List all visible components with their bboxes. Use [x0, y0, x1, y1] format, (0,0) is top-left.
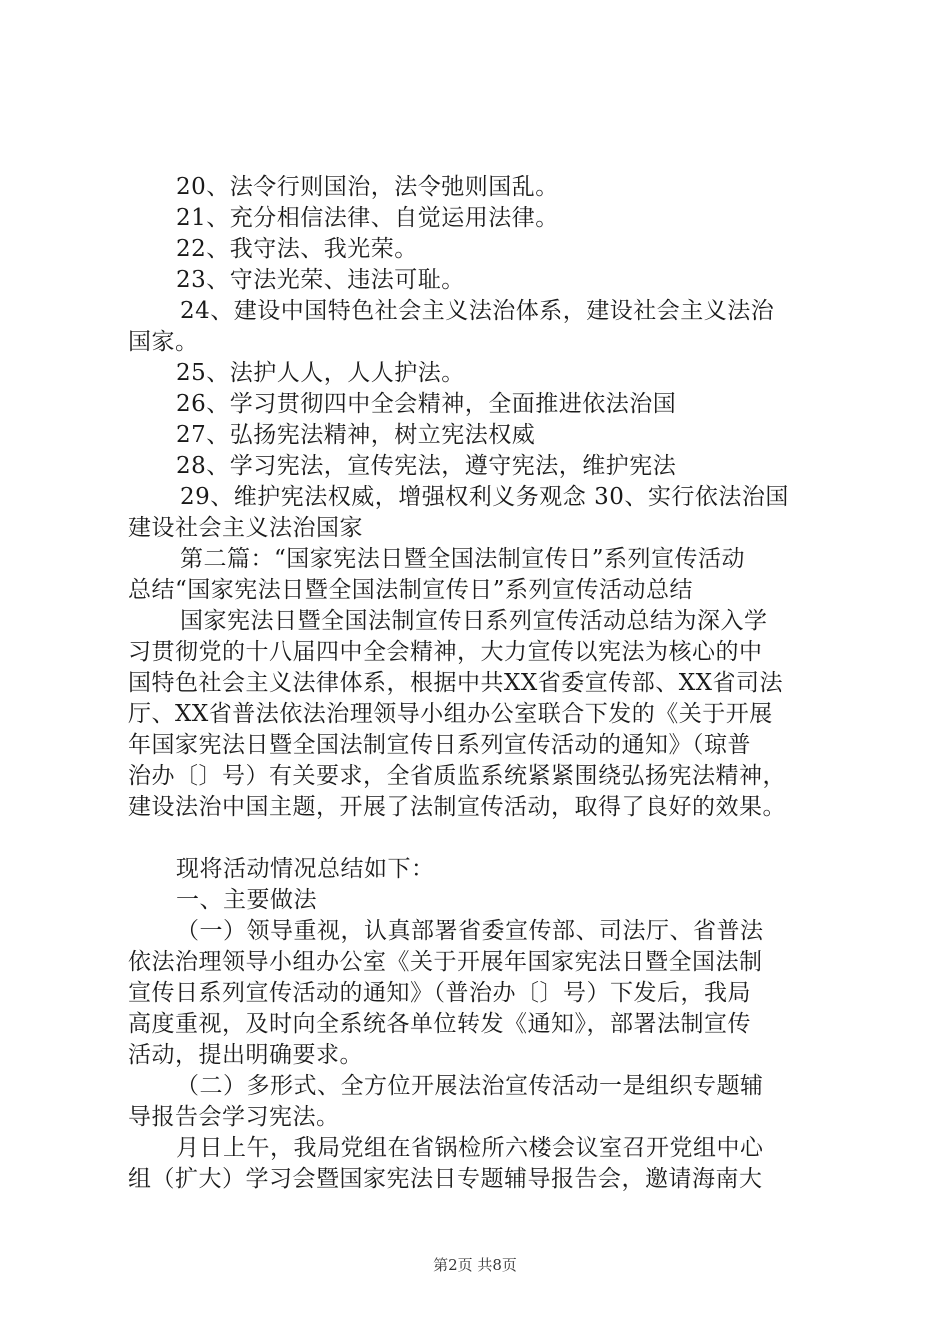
text-line: 年国家宪法日暨全国法制宣传日系列宣传活动的通知》（琼普	[128, 732, 751, 758]
text-line: 依法治理领导小组办公室《关于开展年国家宪法日暨全国法制	[128, 949, 763, 975]
text-line: 26、学习贯彻四中全会精神，全面推进依法治国	[176, 391, 677, 417]
section-heading-line: 总结“国家宪法日暨全国法制宣传日”系列宣传活动总结	[128, 577, 694, 603]
text-line: 组（扩大）学习会暨国家宪法日专题辅导报告会，邀请海南大	[128, 1166, 763, 1192]
text-line: 25、法护人人，人人护法。	[176, 360, 465, 386]
text-line: 习贯彻党的十八届四中全会精神，大力宣传以宪法为核心的中	[128, 639, 763, 665]
text-line: 活动，提出明确要求。	[128, 1042, 363, 1068]
text-line: 月日上午，我局党组在省锅检所六楼会议室召开党组中心	[176, 1135, 764, 1161]
text-line: 宣传日系列宣传活动的通知》（普治办〔〕号）下发后，我局	[128, 980, 751, 1006]
text-line: 现将活动情况总结如下：	[176, 856, 435, 882]
text-line: 22、我守法、我光荣。	[176, 236, 418, 262]
text-line: 建设社会主义法治国家	[128, 515, 363, 541]
text-line: 国家。	[128, 329, 199, 355]
text-line: 建设法治中国主题，开展了法制宣传活动，取得了良好的效果。	[128, 794, 786, 820]
text-line: （二）多形式、全方位开展法治宣传活动一是组织专题辅	[176, 1073, 764, 1099]
text-line: 27、弘扬宪法精神，树立宪法权威	[176, 422, 536, 448]
text-line: 一、主要做法	[176, 887, 317, 913]
section-heading-line: 第二篇：“国家宪法日暨全国法制宣传日”系列宣传活动	[180, 546, 746, 572]
text-line: 治办〔〕号）有关要求，全省质监系统紧紧围绕弘扬宪法精神，	[128, 763, 786, 789]
text-line: 导报告会学习宪法。	[128, 1104, 340, 1130]
text-line: 国家宪法日暨全国法制宣传日系列宣传活动总结为深入学	[180, 608, 768, 634]
text-line: 厅、XX省普法依法治理领导小组办公室联合下发的《关于开展	[128, 701, 773, 727]
text-line: 高度重视，及时向全系统各单位转发《通知》，部署法制宣传	[128, 1011, 751, 1037]
page-footer: 第2页 共8页	[433, 1256, 517, 1274]
text-line: （一）领导重视，认真部署省委宣传部、司法厅、省普法	[176, 918, 764, 944]
document-body	[128, 172, 848, 1195]
text-line: 21、充分相信法律、自觉运用法律。	[176, 205, 559, 231]
text-line: 23、守法光荣、违法可耻。	[176, 267, 465, 293]
text-line: 20、法令行则国治，法令弛则国乱。	[176, 174, 559, 200]
text-line: 24、建设中国特色社会主义法治体系，建设社会主义法治	[180, 298, 775, 324]
text-line: 28、学习宪法，宣传宪法，遵守宪法，维护宪法	[176, 453, 677, 479]
text-line: 29、维护宪法权威，增强权利义务观念 30、实行依法治国	[180, 484, 789, 510]
paragraph-gap	[128, 823, 848, 854]
text-line: 国特色社会主义法律体系，根据中共XX省委宣传部、XX省司法	[128, 670, 783, 696]
